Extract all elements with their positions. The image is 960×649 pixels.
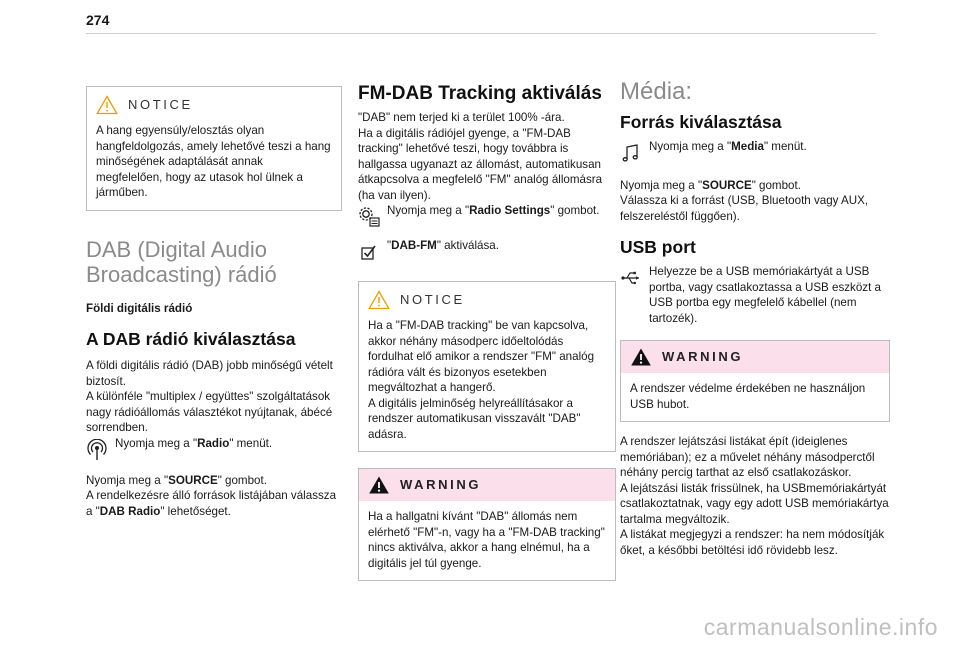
top-divider <box>86 33 876 34</box>
warning-box <box>358 468 616 581</box>
text: Nyomja meg a " <box>115 436 198 450</box>
text: " gombot. <box>217 473 267 487</box>
dab-select-title: A DAB rádió kiválasztása <box>86 329 296 349</box>
text-bold: Media <box>731 139 764 153</box>
paragraph: Ha a digitális rádiójel gyenge, a "FM-DAB tracking" lehetővé teszi, hogy továbbra is hallgassa ugyanazt az állomást, automatikusan átkapcsolva a megfelelő "FM" analóg állomásra (ha van ilyen). <box>358 126 603 202</box>
notice-text: A hang egyensúly/elosztás olyan hangfeldolgozás, amely lehetővé teszi a hang minőségének adaptálását annak megfelelően, hogy az utasok hol ülnek a járműben. <box>96 124 331 199</box>
text: " aktiválása. <box>436 239 499 252</box>
text: A rendelkezésre álló források listájában válassza a " <box>86 489 337 518</box>
notice-title: NOTICE <box>400 292 465 308</box>
fm-dab-title: FM-DAB Tracking aktiválás <box>358 83 602 104</box>
paragraph: A rendszer lejátszási listákat épít (ideiglenes memóriában); ez a művelet néhány másodperctől néhány percig tarthat az első csatlakozáskor. <box>620 435 875 479</box>
step-radio <box>86 436 342 461</box>
text: Nyomja meg a " <box>620 178 703 192</box>
warning-triangle-icon <box>630 347 652 367</box>
watermark: carmanualsonline.info <box>703 614 938 640</box>
paragraph: A lejátszási listák frissülnek, ha USBmemóriakártyát csatlakoztatnak, vagy egy adott USB memóriakártya tartalma megváltozik. <box>620 481 889 526</box>
step-usb <box>620 264 890 326</box>
source-select-title: Forrás kiválasztása <box>620 111 782 132</box>
text: " gombot. <box>550 204 600 217</box>
radio-icon <box>86 439 108 461</box>
text: " menüt. <box>763 139 807 153</box>
step-media <box>620 139 890 164</box>
text-bold: SOURCE <box>702 178 752 192</box>
text: " lehetőséget. <box>160 504 231 518</box>
warning-text: A rendszer védelme érdekében ne használjon USB hubot. <box>630 382 866 411</box>
usb-icon <box>620 267 642 289</box>
notice-text: A digitális jelminőség helyreállításakor a rendszer automatikusan visszavált "DAB" adásra. <box>368 396 581 441</box>
checkbox-icon <box>358 241 380 263</box>
paragraph: A különféle "multiplex / együttes" szolgáltatások nagy rádióállomás választékot nyújtanak, ábécé sorrendben. <box>86 390 333 434</box>
dab-title: DAB (Digital Audio Broadcasting) rádió <box>86 236 277 287</box>
text-bold: DAB-FM <box>391 239 437 252</box>
text: " gombot. <box>751 178 801 192</box>
text: " <box>387 239 392 252</box>
column-2 <box>358 83 616 581</box>
paragraph: A listákat megjegyzi a rendszer: ha nem módosítják őket, a későbbi betöltési idő rövidebb lesz. <box>620 528 885 557</box>
text-bold: Radio Settings <box>469 204 551 217</box>
notice-header <box>96 95 332 115</box>
notice-text: Ha a "FM-DAB tracking" be van kapcsolva, akkor néhány másodperc időeltolódás fordulhat elő amikor a rendszer "FM" analóg rádióra vált és bizonyos esetekben megváltozhat a hangerő. <box>368 319 595 394</box>
caution-triangle-icon <box>96 95 118 115</box>
warning-title: WARNING <box>400 477 482 493</box>
settings-gear-icon <box>358 206 380 228</box>
paragraph: A földi digitális rádió (DAB) jobb minőségű vételt biztosít. <box>86 359 333 388</box>
usb-title: USB port <box>620 237 696 257</box>
text: " menüt. <box>229 436 273 450</box>
text-bold: DAB Radio <box>99 504 161 518</box>
text: Nyomja meg a " <box>387 204 470 217</box>
media-title: Média: <box>620 78 693 105</box>
warning-header <box>359 469 615 501</box>
text-bold: Radio <box>197 436 230 450</box>
step-dab-fm <box>358 238 616 263</box>
step-radio-settings <box>358 203 616 228</box>
paragraph: "DAB" nem terjed ki a terület 100% -ára. <box>358 111 565 124</box>
usb-step-text: Helyezze be a USB memóriakártyát a USB portba, vagy csatlakoztassa a USB eszközt a USB portba egy megfelelő kábellel (nem tartozék). <box>649 265 881 325</box>
music-note-icon <box>620 142 642 164</box>
notice-title: NOTICE <box>128 97 193 113</box>
text: Nyomja meg a " <box>86 473 169 487</box>
text-bold: SOURCE <box>168 473 218 487</box>
column-3 <box>620 78 890 558</box>
warning-title: WARNING <box>662 349 744 365</box>
warning-header <box>621 341 889 373</box>
dab-subtitle: Földi digitális rádió <box>86 301 193 315</box>
caution-triangle-icon <box>368 290 390 310</box>
warning-text: Ha a hallgatni kívánt "DAB" állomás nem elérhető "FM"-n, vagy ha a "FM-DAB tracking" nincs aktiválva, akkor a hang elnémul, ha a digitális jel túl gyenge. <box>368 510 605 570</box>
warning-triangle-icon <box>368 475 390 495</box>
column-1 <box>86 86 342 519</box>
notice-box <box>86 86 342 211</box>
text: Nyomja meg a " <box>649 139 732 153</box>
warning-box <box>620 340 890 422</box>
notice-box <box>358 281 616 452</box>
page-number: 274 <box>86 12 110 28</box>
notice-header <box>368 290 606 310</box>
paragraph: Válassza ki a forrást (USB, Bluetooth vagy AUX, felszereléstől függően). <box>620 194 869 223</box>
